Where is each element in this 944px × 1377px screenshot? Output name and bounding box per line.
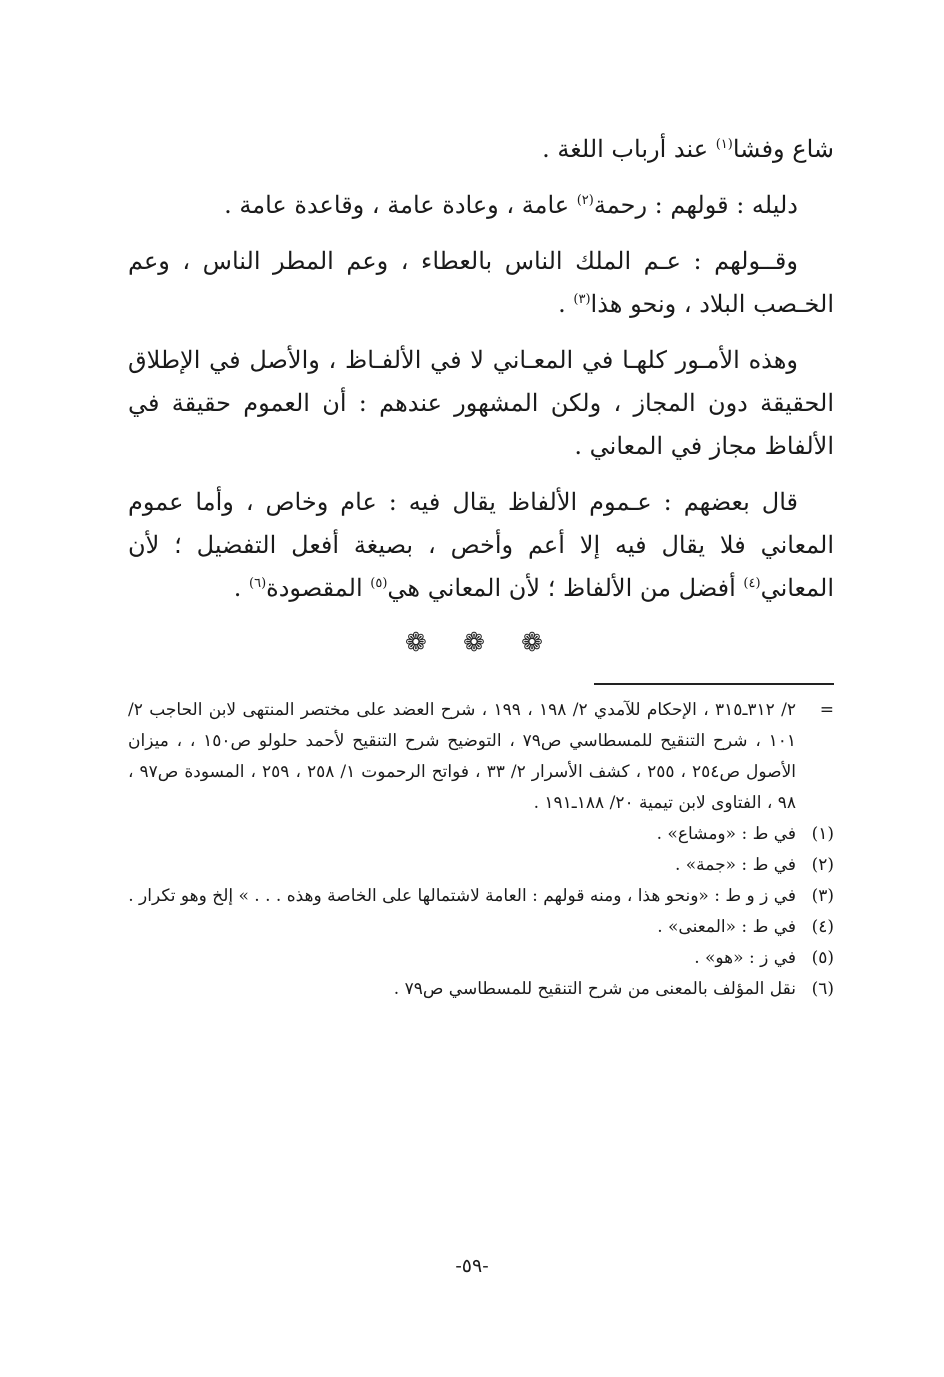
footnote-continuation [128,695,834,819]
footnote-marker: (١) [811,824,834,844]
footnote-marker: (٢) [811,855,834,875]
paragraph-4 [128,339,834,468]
paragraph-5 [128,481,834,610]
page-content [128,128,834,1005]
footnote-marker: (٦) [811,979,834,999]
paragraph-3 [128,240,834,326]
footnote-item [128,881,834,912]
paragraph-5-text-end: . [233,574,250,602]
footnote-text: في ز : «هو» . [694,948,796,968]
footnote-item [128,819,834,850]
footnote-text: نقل المؤلف بالمعنى من شرح التنقيح للمسطاسي ص٧٩ . [393,979,796,999]
paragraph-4-text: وهذه الأمـور كلهـا في المعـاني لا في الألفـاظ ، والأصل في الإطلاق الحقيقة دون المجاز ، ولكن المشهور عندهم : أن العموم حقيقة في الألفاظ مجاز في المعاني . [128,346,834,460]
footnote-continuation-text: ٢/ ٣١٢ـ٣١٥ ، الإحكام للآمدي ٢/ ١٩٨ ، ١٩٩ ، شرح العضد على مختصر المنتهى لابن الحاجب ٢/ ١٠١ ، شرح التنقيح للمسطاسي ص٧٩ ، التوضيح شرح التنقيح لأحمد حلولو ص١٥٠ ، ، ميزان الأصول ص٢٥٤ ، ٢٥٥ ، كشف الأسرار ٢/ ٣٣ ، فواتح الرحموت ١/ ٢٥٨ ، ٢٥٩ ، المسودة ص٩٧ ، ٩٨ ، الفتاوى لابن تيمية ٢٠/ ١٨٨ـ١٩١ . [128,700,797,813]
page-number: -٥٩- [455,1255,489,1277]
paragraph-3-text: وقــولهم : عـم الملك الناس بالعطاء ، وعم المطر الناس ، وعم الخـصب البلاد ، ونحو هذا [128,247,834,318]
paragraph-5-text-2: أفضل من الألفاظ ؛ لأن المعاني هي [387,574,744,602]
footnote-text: في ط : «جمة» . [674,855,796,875]
paragraph-5-text-3: المقصودة [266,574,371,602]
paragraph-2 [128,184,834,227]
footnote-ref-4: (٤) [743,576,761,591]
footnote-item [128,974,834,1005]
footnote-item [128,943,834,974]
footnote-ref-1: (١) [715,137,733,152]
footnote-text: في ز و ط : «ونحو هذا ، ومنه قولهم : العامة لاشتمالها على الخاصة وهذه . . . » إلخ وهو تكرار . [128,886,796,906]
paragraph-1-text: شاع وفشا [732,135,834,163]
footnote-marker: (٥) [811,948,834,968]
continuation-marker: = [819,700,834,720]
main-text [128,128,834,610]
footnote-text: في ط : «ومشاع» . [656,824,796,844]
footnote-ref-6: (٦) [249,576,267,591]
footnote-item [128,850,834,881]
footnote-text: في ط : «المعنى» . [657,917,796,937]
footnote-separator [594,683,834,685]
paragraph-2-text-end: عامة ، وعادة عامة ، وقاعدة عامة . [224,191,577,219]
footnote-marker: (٣) [811,886,834,906]
footnote-marker: (٤) [811,917,834,937]
paragraph-5-text: قال بعضهم : عـموم الألفاظ يقال فيه : عام وخاص ، وأما عموم المعاني فلا يقال فيه إلا أعم وأخص ، بصيغة أفعل التفضيل ؛ لأن المعاني [128,488,834,602]
footnote-ref-2: (٢) [576,193,594,208]
paragraph-3-text-end: . [558,290,574,318]
section-divider-ornaments: ❁ ❁ ❁ [405,628,557,658]
paragraph-1-text-end: عند أرباب اللغة . [542,135,716,163]
footnote-item [128,912,834,943]
footnotes [128,695,834,1005]
paragraph-1 [128,128,834,171]
footnote-ref-5: (٥) [370,576,388,591]
paragraph-2-text: دليله : قولهم : رحمة [593,191,798,219]
footnote-ref-3: (٣) [573,292,591,307]
